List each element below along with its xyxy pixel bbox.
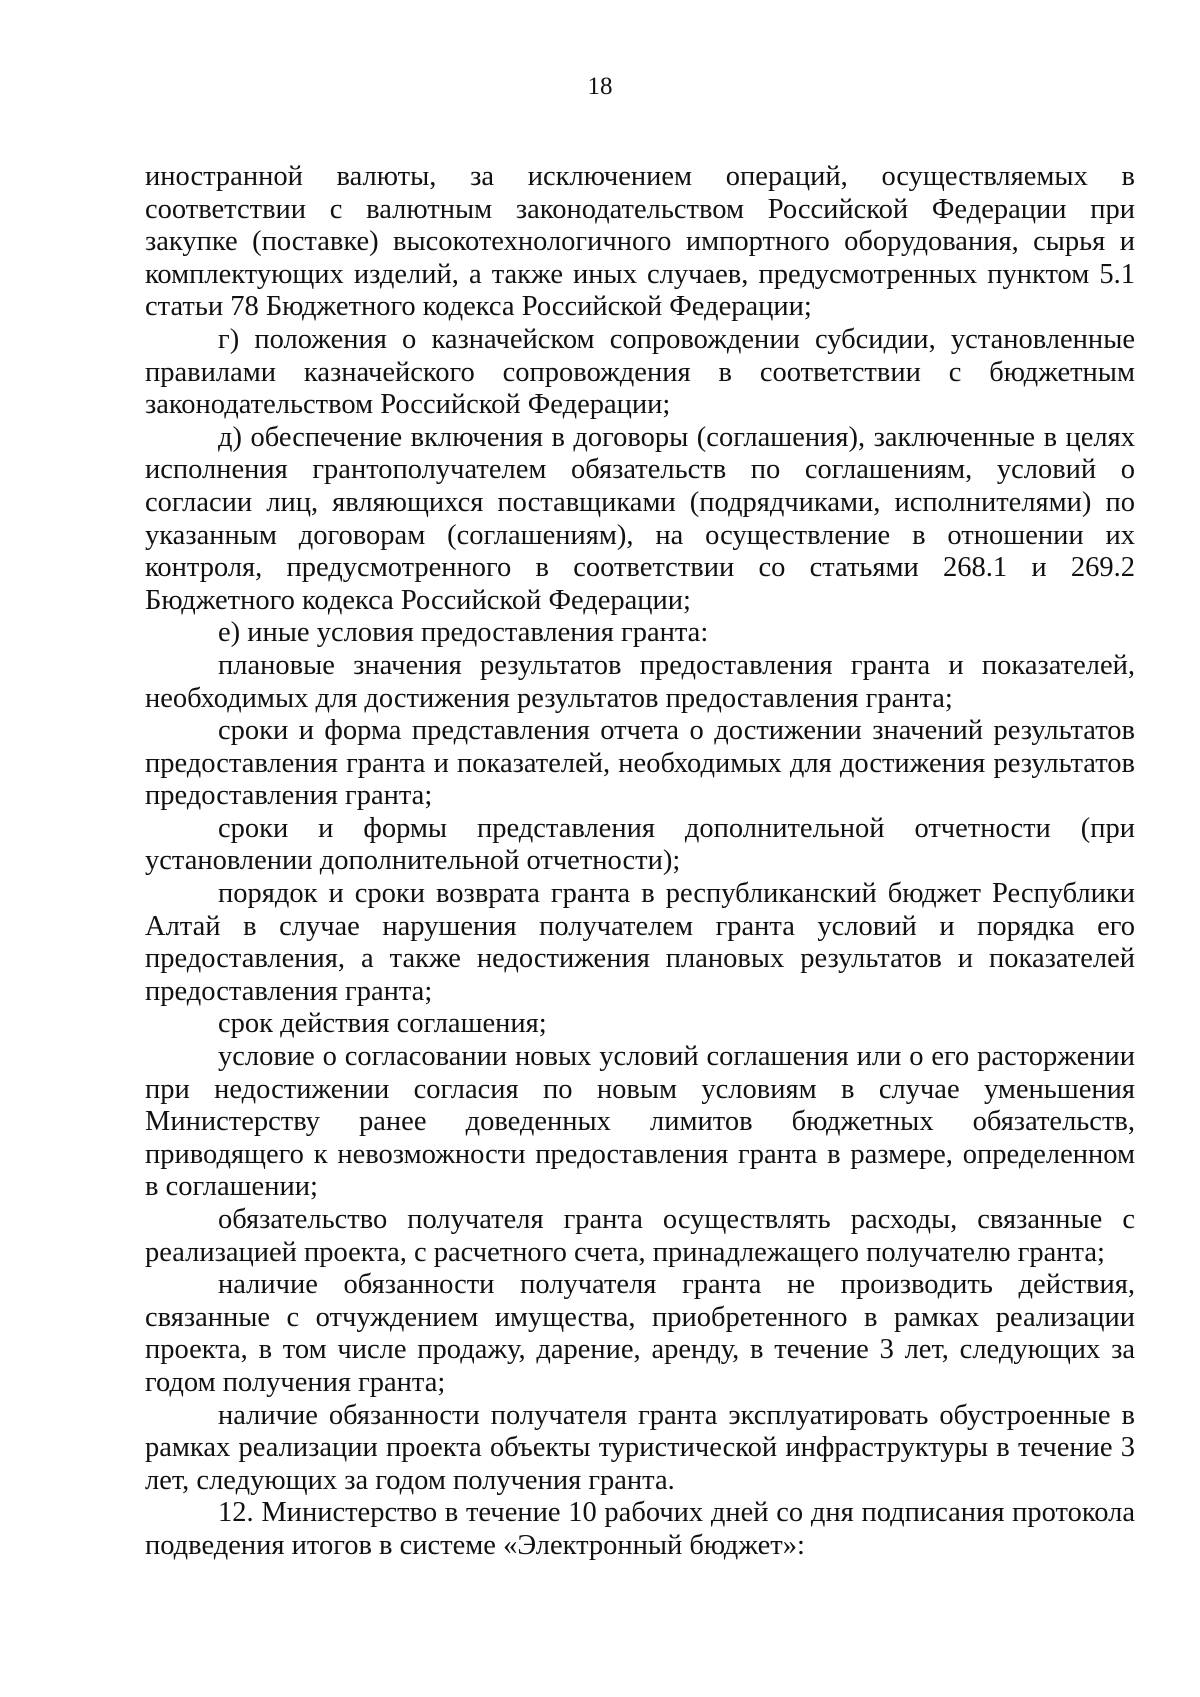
paragraph-property-alienation: наличие обязанности получателя гранта не производить действия, связанные с отчуждением имущества, приобретенного в рамках реализации проекта, в том числе продажу, дарение, аренду, в течение 3 лет, следующих за годом получения гранта; [145,1269,1135,1398]
paragraph-new-conditions: условие о согласовании новых условий соглашения или о его расторжении при недостижении согласия по новым условиям в случае уменьшения Министерству ранее доведенных лимитов бюджетных обязательств, приводящего к невозможности предоставления гранта в размере, определенном в соглашении; [145,1041,1135,1203]
paragraph-ministry-duties: 12. Министерство в течение 10 рабочих дней со дня подписания протокола подведения итогов в системе «Электронный бюджет»: [145,1497,1135,1561]
paragraph-report-deadlines: сроки и форма представления отчета о достижении значений результатов предоставления гранта и показателей, необходимых для достижения результатов предоставления гранта; [145,715,1135,812]
paragraph-other-conditions: е) иные условия предоставления гранта: [218,617,709,649]
paragraph-infrastructure-operation: наличие обязанности получателя гранта эксплуатировать обустроенные в рамках реализации проекта объекты туристической инфраструктуры в течение 3 лет, следующих за годом получения гранта. [145,1399,1135,1496]
paragraph-treasury-support: г) положения о казначейском сопровождении субсидии, установленные правилами казначейского сопровождения в соответствии с бюджетным законодательством Российской Федерации; [145,323,1135,421]
document-body [145,161,1135,1563]
paragraph-expenses-account: обязательство получателя гранта осуществлять расходы, связанные с реализацией проекта, с расчетного счета, принадлежащего получателю гранта; [145,1204,1135,1268]
paragraph-agreement-term: срок действия соглашения; [218,1008,547,1040]
paragraph-planned-results: плановые значения результатов предоставления гранта и показателей, необходимых для достижения результатов предоставления гранта; [145,649,1135,714]
paragraph-grant-return: порядок и сроки возврата гранта в республиканский бюджет Республики Алтай в случае нарушения получателем гранта условий и порядка его предоставления, а также недостижения плановых результатов и показателей предоставления гранта; [145,878,1135,1007]
paragraph-additional-reporting: сроки и формы представления дополнительной отчетности (при установлении дополнительной отчетности); [145,812,1135,877]
page-number: 18 [587,73,613,100]
paragraph-currency-exceptions: иностранной валюты, за исключением операций, осуществляемых в соответствии с валютным законодательством Российской Федерации при закупке (поставке) высокотехнологичного импортного оборудования, сырья и комплектующих изделий, а также иных случаев, предусмотренных пунктом 5.1 статьи 78 Бюджетного кодекса Российской Федерации; [145,161,1135,323]
paragraph-contract-control: д) обеспечение включения в договоры (соглашения), заключенные в целях исполнения грантополучателем обязательств по соглашениям, условий о согласии лиц, являющихся поставщиками (подрядчиками, исполнителями) по указанным договорам (соглашениям), на осуществление в отношении их контроля, предусмотренного в соответствии со статьями 268.1 и 269.2 Бюджетного кодекса Российской Федерации; [145,421,1135,616]
